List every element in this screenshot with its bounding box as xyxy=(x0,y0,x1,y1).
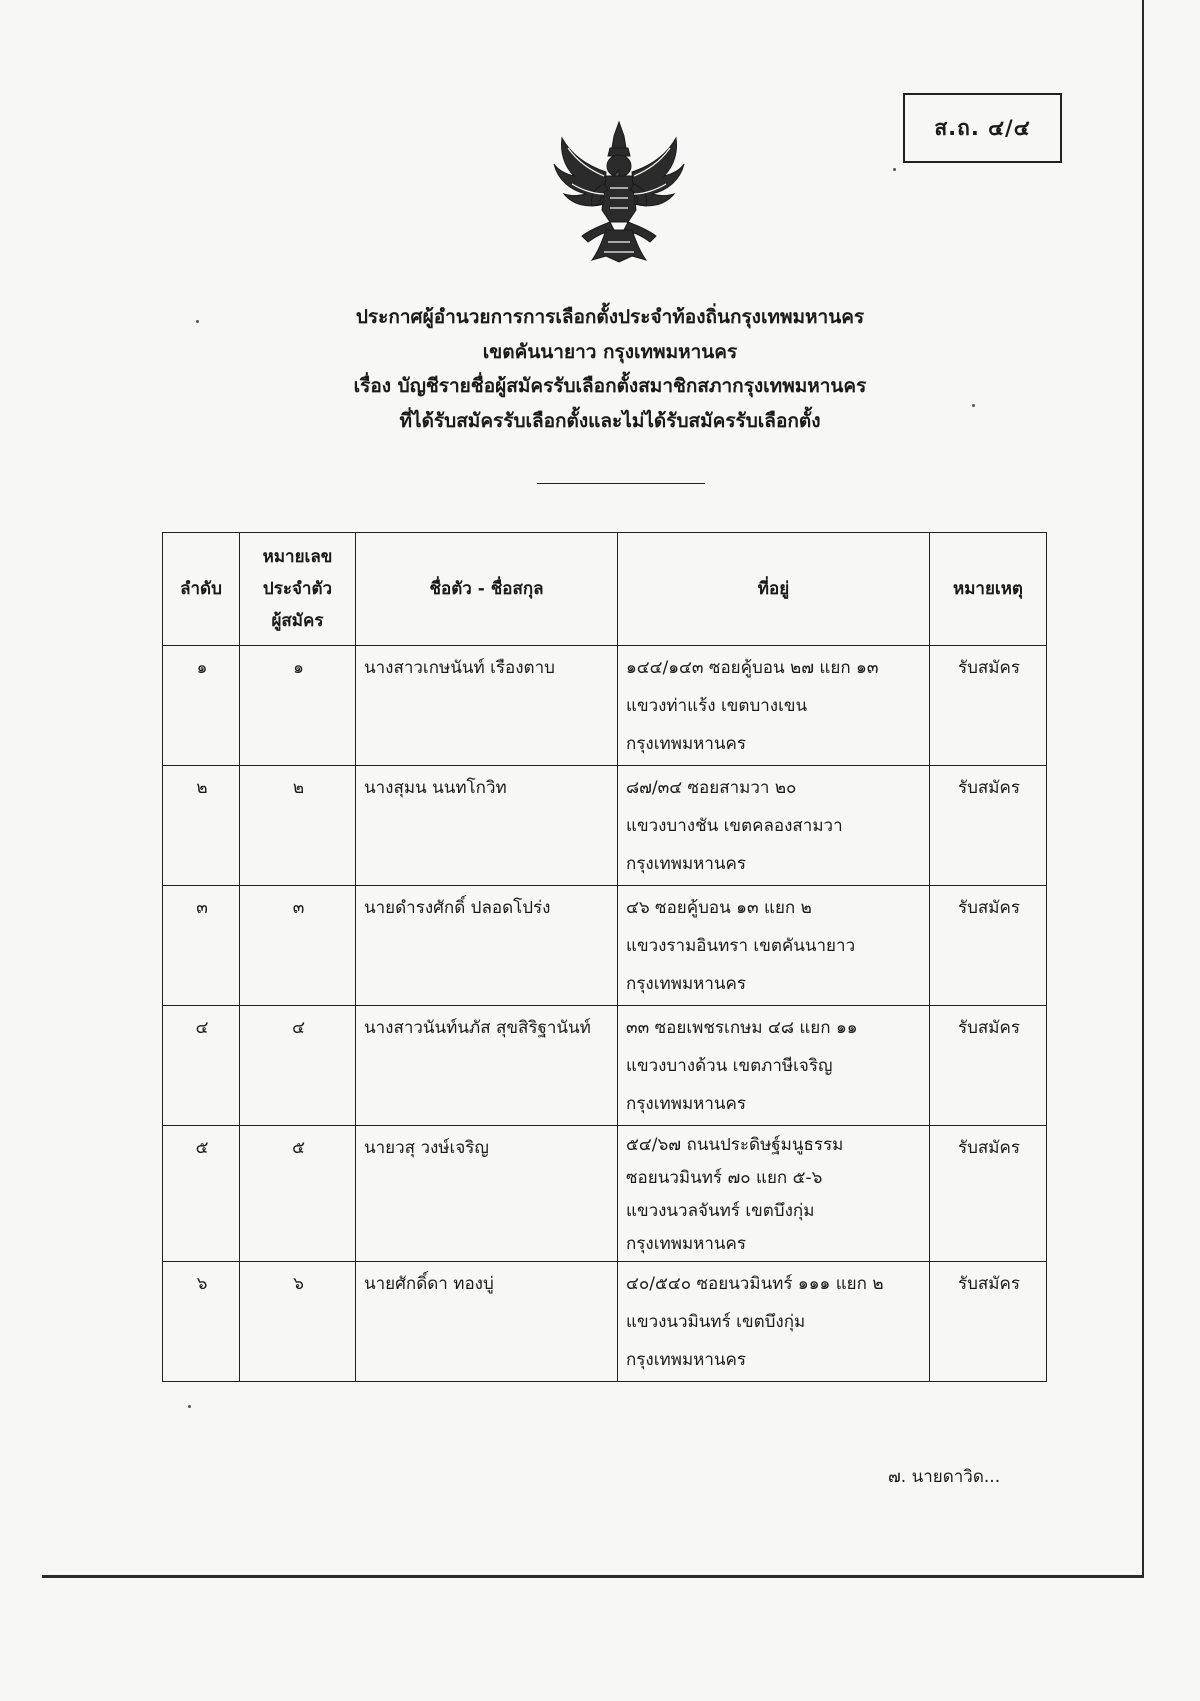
cell-candidate-id: ๔ xyxy=(240,1006,356,1126)
address-line: แขวงนวลจันทร์ เขตบึงกุ่ม xyxy=(626,1201,815,1221)
cell-candidate-id: ๒ xyxy=(240,766,356,886)
cell-remark: รับสมัคร xyxy=(930,886,1047,1006)
header-name: ชื่อตัว - ชื่อสกุล xyxy=(356,533,618,646)
cell-name: นายศักดิ์ดา ทองบู่ xyxy=(356,1262,618,1382)
cell-name: นายดำรงศักดิ์ ปลอดโปร่ง xyxy=(356,886,618,1006)
address-line: กรุงเทพมหานคร xyxy=(626,734,747,754)
address-line: ๓๓ ซอยเพชรเกษม ๔๘ แยก ๑๑ xyxy=(626,1018,858,1038)
address-line: แขวงบางชัน เขตคลองสามวา xyxy=(626,816,843,836)
cell-candidate-id: ๕ xyxy=(240,1126,356,1262)
address-line: กรุงเทพมหานคร xyxy=(626,854,747,874)
address-line: ๑๔๔/๑๔๓ ซอยคู้บอน ๒๗ แยก ๑๓ xyxy=(626,658,879,678)
address-line: แขวงท่าแร้ง เขตบางเขน xyxy=(626,696,808,716)
garuda-emblem-icon xyxy=(548,118,690,266)
cell-name: นางสาวเกษนันท์ เรืองตาบ xyxy=(356,646,618,766)
cell-address xyxy=(618,1006,930,1126)
continuation-note: ๗. นายดาวิด... xyxy=(888,1467,1001,1487)
address-line: แขวงนวมินทร์ เขตบึงกุ่ม xyxy=(626,1312,806,1332)
cell-order: ๖ xyxy=(163,1262,240,1382)
address-line: ๘๗/๓๔ ซอยสามวา ๒๐ xyxy=(626,778,797,798)
address-line: ซอยนวมินทร์ ๗๐ แยก ๕-๖ xyxy=(626,1168,823,1188)
address-line: กรุงเทพมหานคร xyxy=(626,1234,747,1254)
address-line: กรุงเทพมหานคร xyxy=(626,974,747,994)
cell-order: ๒ xyxy=(163,766,240,886)
cell-address xyxy=(618,1126,930,1262)
header-candidate-id-line-1: หมายเลข xyxy=(262,547,333,567)
table-row xyxy=(163,886,1047,1006)
address-line: กรุงเทพมหานคร xyxy=(626,1094,747,1114)
heading-line-1: ประกาศผู้อำนวยการการเลือกตั้งประจำท้องถิ่นกรุงเทพมหานคร xyxy=(355,306,865,328)
cell-address xyxy=(618,1262,930,1382)
cell-remark: รับสมัคร xyxy=(930,766,1047,886)
heading-divider xyxy=(537,483,705,484)
heading-line-4: ที่ได้รับสมัครรับเลือกตั้งและไม่ได้รับสมัครรับเลือกตั้ง xyxy=(399,409,821,432)
table-row xyxy=(163,766,1047,886)
cell-address xyxy=(618,646,930,766)
scan-speck xyxy=(972,404,975,407)
header-remark: หมายเหตุ xyxy=(930,533,1047,646)
cell-order: ๔ xyxy=(163,1006,240,1126)
heading-line-3: เรื่อง บัญชีรายชื่อผู้สมัครรับเลือกตั้งสมาชิกสภากรุงเทพมหานคร xyxy=(353,375,867,397)
header-candidate-id-line-3: ผู้สมัคร xyxy=(271,611,324,631)
cell-address xyxy=(618,766,930,886)
address-line: แขวงรามอินทรา เขตคันนายาว xyxy=(626,936,856,956)
scan-speck xyxy=(196,320,199,323)
cell-name: นางสาวนันท์นภัส สุขสิริฐานันท์ xyxy=(356,1006,618,1126)
address-line: กรุงเทพมหานคร xyxy=(626,1350,747,1370)
cell-candidate-id: ๑ xyxy=(240,646,356,766)
header-order: ลำดับ xyxy=(163,533,240,646)
cell-remark: รับสมัคร xyxy=(930,1262,1047,1382)
table-row xyxy=(163,1126,1047,1262)
form-code-box: ส.ถ. ๔/๔ xyxy=(903,93,1062,163)
address-line: ๔๐/๕๔๐ ซอยนวมินทร์ ๑๑๑ แยก ๒ xyxy=(626,1274,884,1294)
scan-speck xyxy=(188,1405,191,1408)
cell-candidate-id: ๓ xyxy=(240,886,356,1006)
scan-speck xyxy=(893,168,896,171)
cell-name: นายวสุ วงษ์เจริญ xyxy=(356,1126,618,1262)
cell-order: ๑ xyxy=(163,646,240,766)
announcement-heading xyxy=(0,300,1200,438)
cell-remark: รับสมัคร xyxy=(930,1126,1047,1262)
table-row xyxy=(163,1006,1047,1126)
cell-candidate-id: ๖ xyxy=(240,1262,356,1382)
cell-name: นางสุมน นนทโกวิท xyxy=(356,766,618,886)
address-line: ๕๔/๖๗ ถนนประดิษฐ์มนูธรรม xyxy=(626,1135,844,1155)
cell-order: ๓ xyxy=(163,886,240,1006)
heading-line-2: เขตคันนายาว กรุงเทพมหานคร xyxy=(482,340,738,363)
address-line: ๔๖ ซอยคู้บอน ๑๓ แยก ๒ xyxy=(626,898,812,918)
table-row xyxy=(163,646,1047,766)
table-header-row xyxy=(163,533,1047,646)
candidate-table xyxy=(162,532,1047,1382)
header-candidate-id xyxy=(240,533,356,646)
cell-remark: รับสมัคร xyxy=(930,646,1047,766)
table-row xyxy=(163,1262,1047,1382)
header-candidate-id-line-2: ประจำตัว xyxy=(262,579,333,599)
address-line: แขวงบางด้วน เขตภาษีเจริญ xyxy=(626,1056,833,1076)
cell-address xyxy=(618,886,930,1006)
cell-remark: รับสมัคร xyxy=(930,1006,1047,1126)
header-address: ที่อยู่ xyxy=(618,533,930,646)
cell-order: ๕ xyxy=(163,1126,240,1262)
